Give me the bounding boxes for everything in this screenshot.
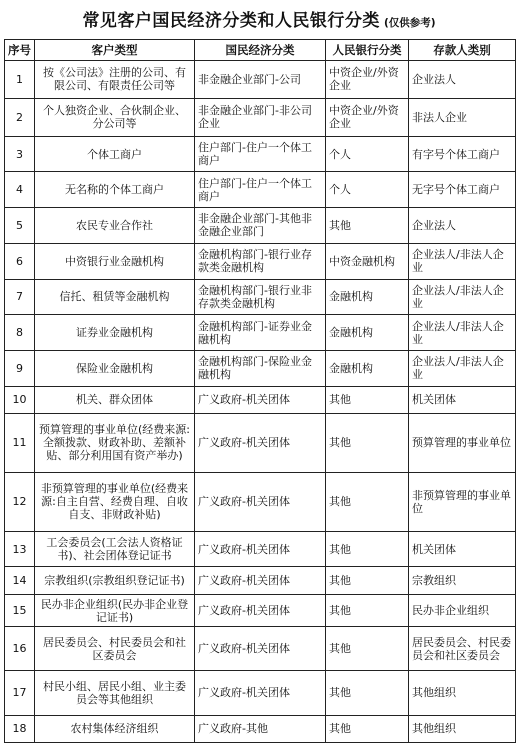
cell-depositor-category: 企业法人/非法人企业 — [409, 243, 516, 279]
cell-index: 15 — [5, 594, 35, 627]
cell-index: 11 — [5, 414, 35, 473]
cell-depositor-category: 机关团体 — [409, 531, 516, 567]
table-row — [5, 243, 516, 279]
cell-national-economy-class: 广义政府-机关团体 — [195, 567, 326, 594]
cell-national-economy-class: 金融机构部门-银行业非存款类金融机构 — [195, 279, 326, 315]
table-row — [5, 531, 516, 567]
cell-pboc-class: 中资企业/外资企业 — [326, 61, 409, 99]
cell-customer-type: 工会委员会(工会法人资格证书)、社会团体登记证书 — [35, 531, 195, 567]
table-row — [5, 671, 516, 715]
cell-index: 9 — [5, 350, 35, 386]
table-row — [5, 136, 516, 172]
cell-pboc-class: 中资金融机构 — [326, 243, 409, 279]
cell-depositor-category: 非法人企业 — [409, 98, 516, 136]
cell-national-economy-class: 住户部门-住户一个体工商户 — [195, 172, 326, 208]
cell-customer-type: 居民委员会、村民委员会和社区委员会 — [35, 627, 195, 671]
table-row — [5, 279, 516, 315]
cell-customer-type: 信托、租赁等金融机构 — [35, 279, 195, 315]
cell-index: 13 — [5, 531, 35, 567]
table-row — [5, 208, 516, 244]
cell-depositor-category: 机关团体 — [409, 386, 516, 413]
table-row — [5, 98, 516, 136]
cell-customer-type: 证券业金融机构 — [35, 315, 195, 351]
cell-customer-type: 无名称的个体工商户 — [35, 172, 195, 208]
table-row — [5, 594, 516, 627]
cell-depositor-category: 非预算管理的事业单位 — [409, 472, 516, 531]
cell-depositor-category: 预算管理的事业单位 — [409, 414, 516, 473]
customer-classification-table — [4, 39, 516, 743]
cell-national-economy-class: 广义政府-机关团体 — [195, 671, 326, 715]
cell-depositor-category: 宗教组织 — [409, 567, 516, 594]
cell-national-economy-class: 广义政府-机关团体 — [195, 386, 326, 413]
table-row — [5, 472, 516, 531]
cell-depositor-category: 企业法人 — [409, 208, 516, 244]
table-row — [5, 315, 516, 351]
cell-index: 18 — [5, 715, 35, 742]
cell-depositor-category: 其他组织 — [409, 715, 516, 742]
cell-national-economy-class: 广义政府-机关团体 — [195, 531, 326, 567]
table-body — [5, 61, 516, 743]
cell-customer-type: 非预算管理的事业单位(经费来源:自主自营、经费自理、自收自支、非财政补贴) — [35, 472, 195, 531]
cell-pboc-class: 其他 — [326, 567, 409, 594]
cell-pboc-class: 其他 — [326, 531, 409, 567]
cell-customer-type: 农村集体经济组织 — [35, 715, 195, 742]
header-pboc-class: 人民银行分类 — [326, 40, 409, 61]
cell-index: 16 — [5, 627, 35, 671]
cell-index: 5 — [5, 208, 35, 244]
cell-depositor-category: 居民委员会、村民委员会和社区委员会 — [409, 627, 516, 671]
cell-customer-type: 个人独资企业、合伙制企业、分公司等 — [35, 98, 195, 136]
cell-national-economy-class: 广义政府-机关团体 — [195, 627, 326, 671]
cell-pboc-class: 中资企业/外资企业 — [326, 98, 409, 136]
table-row — [5, 414, 516, 473]
cell-index: 8 — [5, 315, 35, 351]
cell-index: 17 — [5, 671, 35, 715]
cell-national-economy-class: 非金融企业部门-其他非金融企业部门 — [195, 208, 326, 244]
cell-index: 7 — [5, 279, 35, 315]
document-title — [0, 6, 518, 31]
cell-customer-type: 农民专业合作社 — [35, 208, 195, 244]
header-national-economy-class: 国民经济分类 — [195, 40, 326, 61]
cell-pboc-class: 个人 — [326, 172, 409, 208]
cell-national-economy-class: 广义政府-机关团体 — [195, 594, 326, 627]
cell-pboc-class: 金融机构 — [326, 315, 409, 351]
cell-depositor-category: 无字号个体工商户 — [409, 172, 516, 208]
header-index: 序号 — [5, 40, 35, 61]
cell-pboc-class: 其他 — [326, 627, 409, 671]
cell-customer-type: 按《公司法》注册的公司、有限公司、有限责任公司等 — [35, 61, 195, 99]
cell-depositor-category: 企业法人/非法人企业 — [409, 279, 516, 315]
cell-national-economy-class: 广义政府-机关团体 — [195, 414, 326, 473]
cell-customer-type: 村民小组、居民小组、业主委员会等其他组织 — [35, 671, 195, 715]
cell-depositor-category: 有字号个体工商户 — [409, 136, 516, 172]
cell-national-economy-class: 金融机构部门-银行业存款类金融机构 — [195, 243, 326, 279]
table-row — [5, 61, 516, 99]
table-row — [5, 350, 516, 386]
cell-customer-type: 保险业金融机构 — [35, 350, 195, 386]
cell-pboc-class: 金融机构 — [326, 350, 409, 386]
cell-customer-type: 机关、群众团体 — [35, 386, 195, 413]
cell-pboc-class: 其他 — [326, 414, 409, 473]
cell-pboc-class: 金融机构 — [326, 279, 409, 315]
cell-index: 4 — [5, 172, 35, 208]
cell-index: 10 — [5, 386, 35, 413]
cell-depositor-category: 企业法人 — [409, 61, 516, 99]
title-note: (仅供参考) — [383, 17, 436, 29]
table-row — [5, 715, 516, 742]
cell-depositor-category: 企业法人/非法人企业 — [409, 350, 516, 386]
cell-national-economy-class: 非金融企业部门-公司 — [195, 61, 326, 99]
cell-customer-type: 民办非企业组织(民办非企业登记证书) — [35, 594, 195, 627]
cell-national-economy-class: 住户部门-住户一个体工商户 — [195, 136, 326, 172]
table-row — [5, 627, 516, 671]
cell-pboc-class: 其他 — [326, 594, 409, 627]
cell-pboc-class: 个人 — [326, 136, 409, 172]
cell-national-economy-class: 金融机构部门-证券业金融机构 — [195, 315, 326, 351]
table-header-row — [5, 40, 516, 61]
cell-depositor-category: 其他组织 — [409, 671, 516, 715]
cell-index: 14 — [5, 567, 35, 594]
cell-customer-type: 中资银行业金融机构 — [35, 243, 195, 279]
cell-pboc-class: 其他 — [326, 671, 409, 715]
cell-depositor-category: 民办非企业组织 — [409, 594, 516, 627]
cell-pboc-class: 其他 — [326, 715, 409, 742]
table-row — [5, 172, 516, 208]
cell-index: 1 — [5, 61, 35, 99]
table-row — [5, 567, 516, 594]
cell-pboc-class: 其他 — [326, 208, 409, 244]
header-depositor-category: 存款人类别 — [409, 40, 516, 61]
cell-customer-type: 宗教组织(宗教组织登记证书) — [35, 567, 195, 594]
cell-index: 6 — [5, 243, 35, 279]
cell-customer-type: 个体工商户 — [35, 136, 195, 172]
cell-national-economy-class: 广义政府-其他 — [195, 715, 326, 742]
title-text: 常见客户国民经济分类和人民银行分类 — [82, 11, 380, 31]
cell-pboc-class: 其他 — [326, 386, 409, 413]
header-customer-type: 客户类型 — [35, 40, 195, 61]
cell-pboc-class: 其他 — [326, 472, 409, 531]
cell-index: 12 — [5, 472, 35, 531]
cell-index: 2 — [5, 98, 35, 136]
cell-national-economy-class: 金融机构部门-保险业金融机构 — [195, 350, 326, 386]
cell-index: 3 — [5, 136, 35, 172]
cell-national-economy-class: 非金融企业部门-非公司企业 — [195, 98, 326, 136]
table-row — [5, 386, 516, 413]
cell-national-economy-class: 广义政府-机关团体 — [195, 472, 326, 531]
cell-customer-type: 预算管理的事业单位(经费来源:全额拨款、财政补助、差额补贴、部分利用国有资产举办) — [35, 414, 195, 473]
cell-depositor-category: 企业法人/非法人企业 — [409, 315, 516, 351]
